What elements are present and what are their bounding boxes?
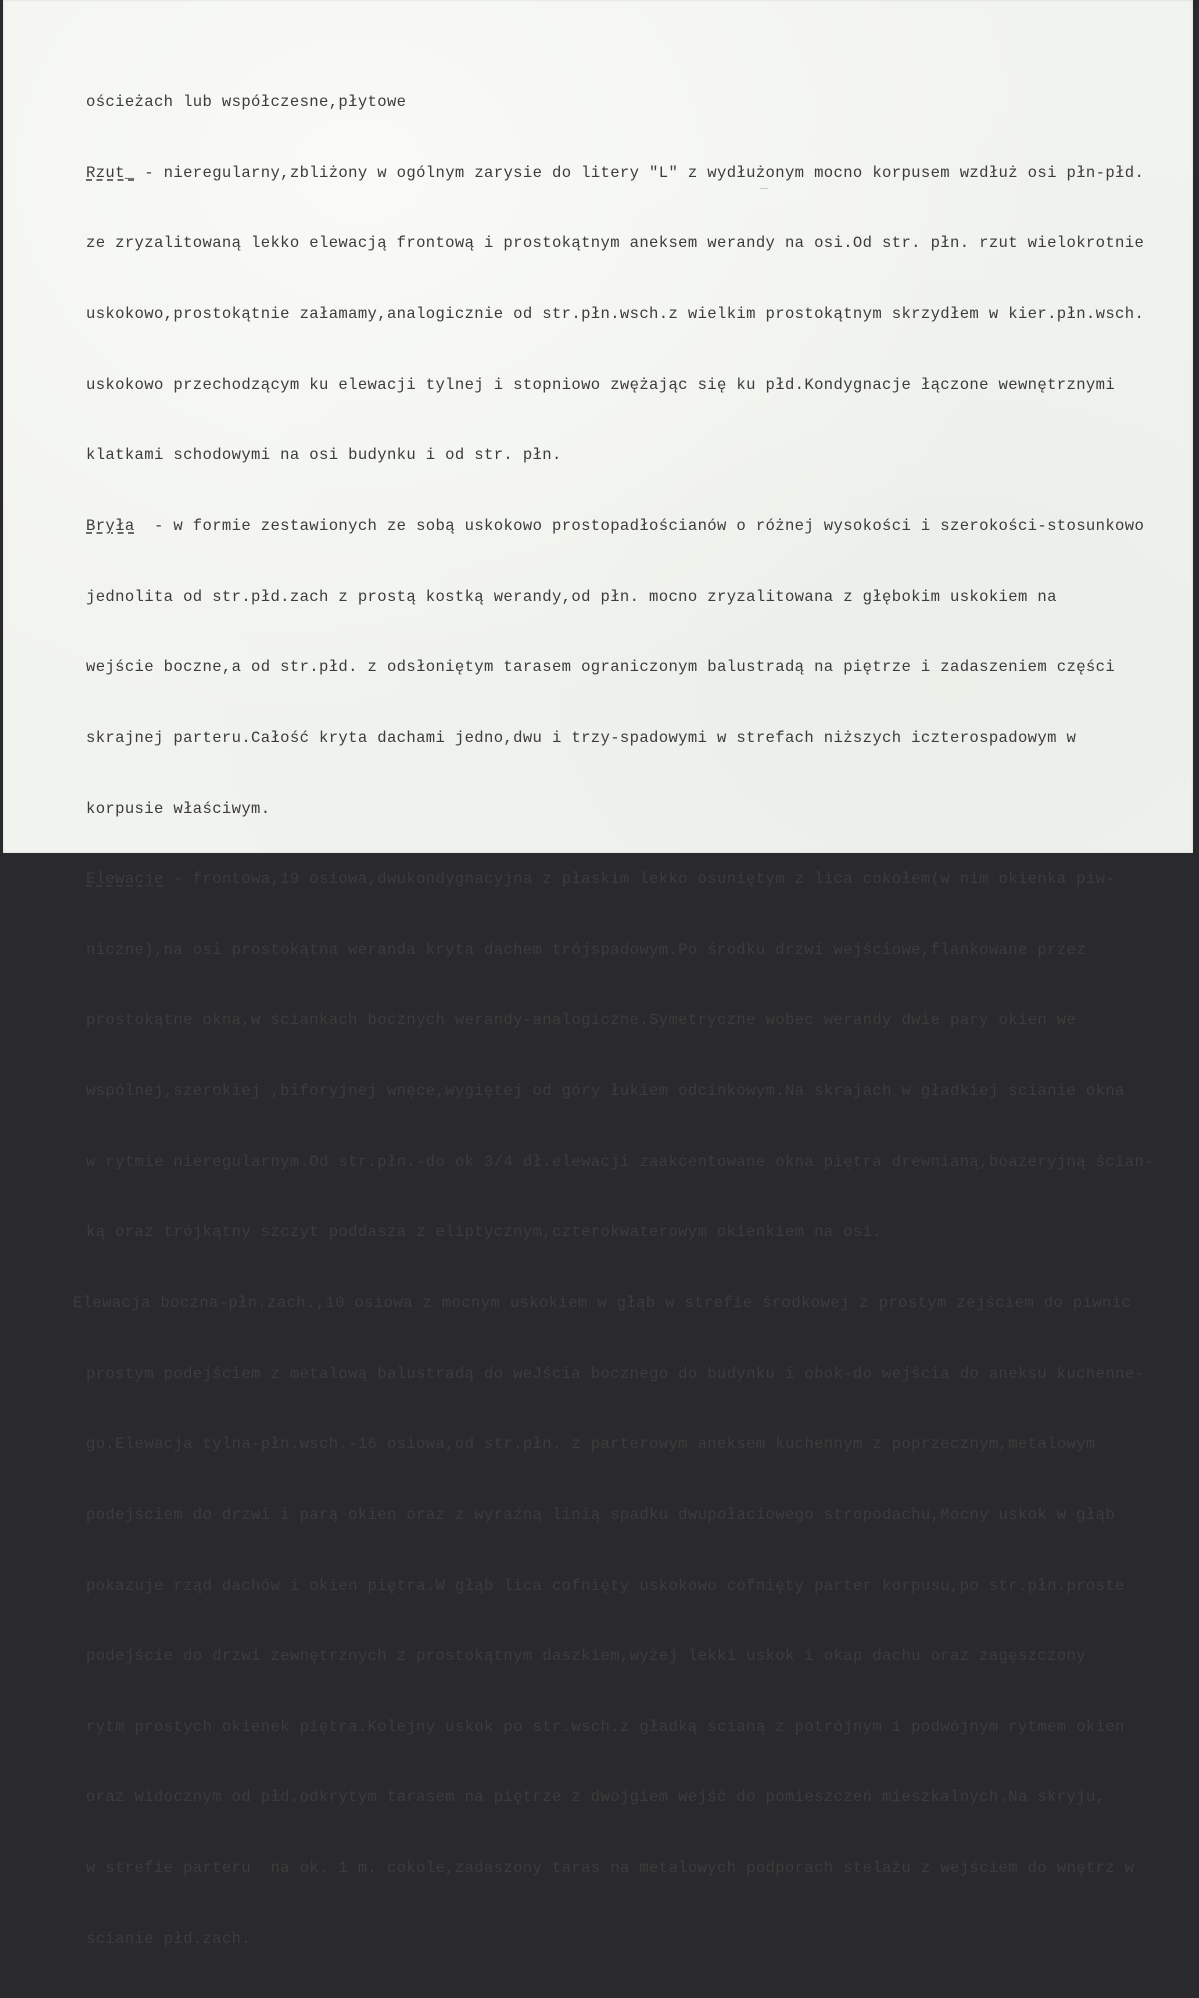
line-text: ką oraz trójkątny szczyt poddasza z eliptycznym,czterokwaterowym okienkiem na osi.	[86, 1223, 883, 1242]
text-line	[86, 1928, 1196, 1952]
text-line	[86, 1433, 1196, 1457]
line-text: w rytmie nieregularnym.Od str.płn.-do ok 3/4 dł.elewacji zaakcentowane okna piętra drewnianą,boazeryjną ścian-	[86, 1152, 1154, 1171]
line-text: uskokowo przechodzącym ku elewacji tylnej i stopniowo zwężając się ku płd.Kondygnacje łączone wewnętrznymi	[86, 375, 1116, 394]
heading-rzut: Rzut_	[86, 163, 135, 182]
line-text: skrajnej parteru.Całość kryta dachami jedno,dwu i trzy-spadowymi w strefach niższych iczterospadowym w	[86, 728, 1077, 747]
line-text: klatkami schodowymi na osi budynku i od str. płn.	[86, 446, 562, 465]
line-text: ścianie płd.zach.	[86, 1929, 252, 1948]
section-elewacje	[86, 868, 1196, 892]
line-text: go.Elewacja tylna-płn.wsch.-16 osiowa,od str.płn. z parterowym aneksem kuchennym z poprzecznym,metalowym	[86, 1435, 1096, 1454]
section-rzut	[86, 162, 1196, 186]
text-line	[86, 1575, 1196, 1599]
document-body	[73, 44, 1196, 1998]
text-line	[86, 939, 1196, 963]
line-text: ościeżach lub współczesne,płytowe	[86, 93, 407, 112]
line-text: jednolita od str.płd.zach z prostą kostką werandy,od płn. mocno zryzalitowana z głębokim uskokiem na	[86, 587, 1057, 606]
text-line	[86, 798, 1196, 822]
line-text: pokazuje rząd dachów i okien piętra.W głąb lica cofnięty uskokowo cofnięty parter korpusu,po str.płn.proste	[86, 1576, 1125, 1595]
line-text: w strefie parteru na ok. 1 m. cokole,zadaszony taras na metalowych podporach stelażu z wejściem do wnętrz w	[86, 1859, 1135, 1878]
text-line	[86, 1504, 1196, 1528]
text-line	[86, 1645, 1196, 1669]
text-line	[86, 91, 1196, 115]
heading-elewacje: Elewacje	[86, 870, 164, 889]
text-line	[86, 1080, 1196, 1104]
line-text: - frontowa,19 osiowa,dwukondygnacyjna z płaskim lekko osuniętym z lica cokołem(w nim okienka piw-	[163, 870, 1116, 889]
text-line	[86, 1363, 1196, 1387]
line-text: korpusie właściwym.	[86, 799, 271, 818]
text-line	[86, 586, 1196, 610]
text-line	[86, 1716, 1196, 1740]
text-line	[86, 1009, 1196, 1033]
line-text: wejście boczne,a od str.płd. z odsłoniętym tarasem ograniczonym balustradą na piętrze i zadaszeniem części	[86, 658, 1116, 677]
section-bryla	[86, 515, 1196, 539]
text-line	[86, 656, 1196, 680]
line-text: niczne),na osi prostokątna weranda kryta dachem trójspadowym.Po środku drzwi wejściowe,flankowane przez	[86, 940, 1086, 959]
text-line	[86, 444, 1196, 468]
line-text: - w formie zestawionych ze sobą uskokowo prostopadłościanów o różnej wysokości i szerokości-stosunkowo	[134, 516, 1145, 535]
heading-bryla: Bryła	[86, 516, 135, 535]
line-text: wspólnej,szerokiej ,biforyjnej wnęce,wygiętej od góry łukiem odcinkowym.Na skrajach w gładkiej ścianie okna	[86, 1082, 1125, 1101]
line-text: prostym podejściem z metalową balustradą do weJścia bocznego do budynku i obok-do wejścia do aneksu kuchenne-	[86, 1364, 1145, 1383]
text-line	[86, 1786, 1196, 1810]
text-line	[86, 1221, 1196, 1245]
text-line	[86, 1151, 1196, 1175]
text-line-elewacja-boczna	[73, 1292, 1196, 1316]
line-text: oraz widocznym od płd.odkrytym tarasem na piętrze z dwojgiem wejść do pomieszczeń mieszkalnych.Na skryju,	[86, 1788, 1106, 1807]
text-line	[86, 303, 1196, 327]
typewritten-page	[3, 0, 1193, 1948]
text-line	[86, 1857, 1196, 1881]
line-text: rytm prostych okienek piętra.Kolejny uskok po str.wsch.z gładką ścianą z potrójnym i podwójnym rytmem okien	[86, 1717, 1125, 1736]
line-text: Elewacja boczna-płn.zach.,10 osiowa z mocnym uskokiem w głąb w strefie środkowej z prostym zejściem do piwnic	[73, 1293, 1132, 1312]
line-text: uskokowo,prostokątnie załamamy,analogicznie od str.płn.wsch.z wielkim prostokątnym skrzydłem w kier.płn.wsch.	[86, 305, 1145, 324]
text-line	[86, 727, 1196, 751]
text-line	[86, 232, 1196, 256]
line-text: ze zryzalitowaną lekko elewacją frontową i prostokątnym aneksem werandy na osi.Od str. płn. rzut wielokrotnie	[86, 234, 1145, 253]
text-line	[86, 374, 1196, 398]
line-text: - nieregularny,zbliżony w ogólnym zarysie do litery "L" z wydłużonym mocno korpusem wzdłuż osi płn-płd.	[134, 163, 1145, 182]
line-text: podejściem do drzwi i parą okien oraz z wyraźną linią spadku dwupołaciowego stropodachu,Mocny uskok w głąb	[86, 1505, 1116, 1524]
paper-mark	[760, 188, 768, 189]
line-text: prostokątne okna,w ściankach bocznych werandy-analogiczne.Symetryczne wobec werandy dwie pary okien we	[86, 1011, 1077, 1030]
line-text: podejście do drzwi zewnętrznych z prostokątnym daszkiem,wyżej lekki uskok i okap dachu oraz zagęszczony	[86, 1647, 1086, 1666]
